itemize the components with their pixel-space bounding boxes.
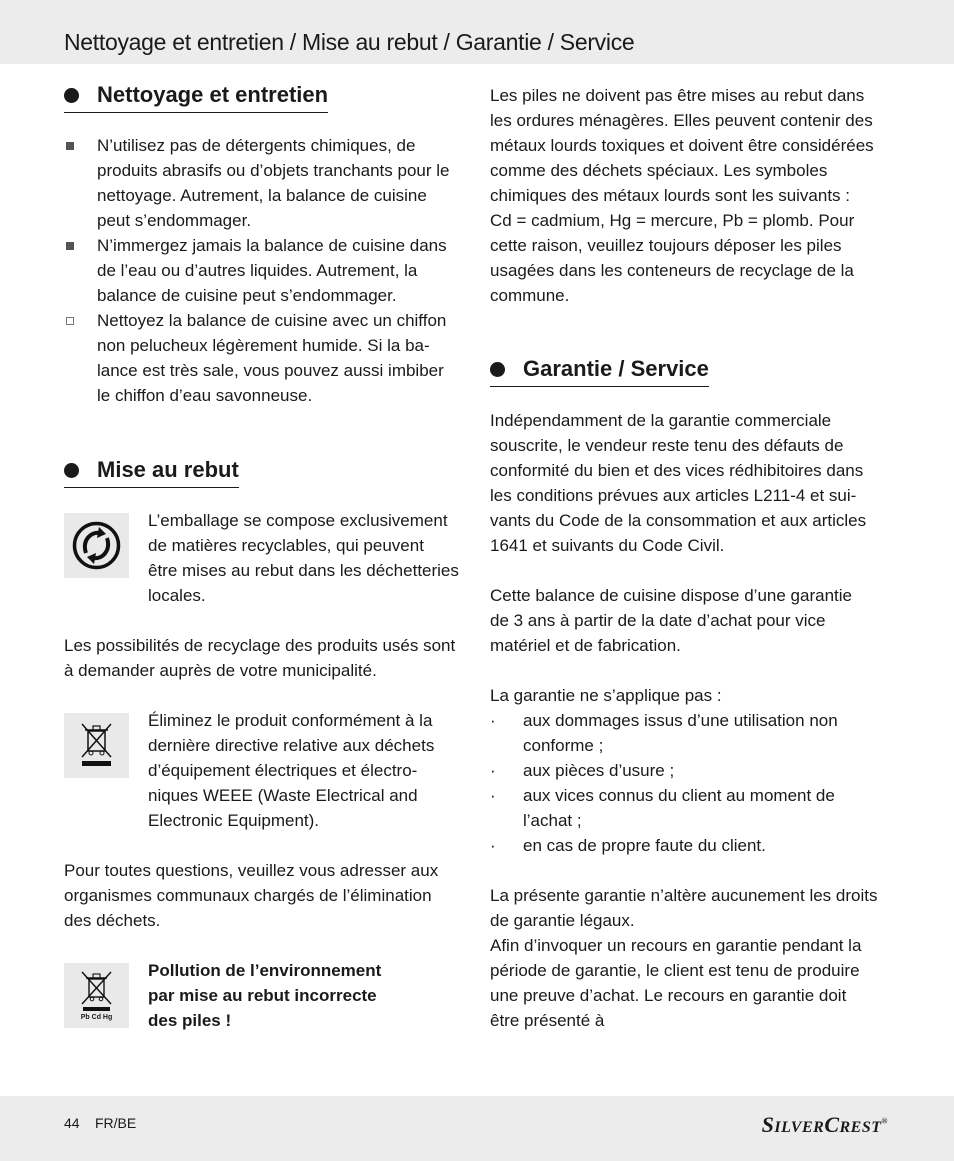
page-header [0,0,954,64]
page-title: Nettoyage et entretien / Mise au rebut / Garantie / Service [64,29,635,55]
bullet-dot-icon [64,88,79,103]
battery-icon-label: Pb Cd Hg [80,1014,113,1021]
batteries-text: Les piles ne doivent pas être mises au rebut dans les ordures ménagères. Elles peuvent contenir des métaux lourds toxiques et doivent être considérées comme des déchets spéciaux. Les symboles chimiques des métaux lourds sont les suivants : Cd = cadmium, Hg = mercure, Pb = plomb. Pour cette raison, veuillez toujours déposer les piles usagées dans les conteneurs de recyclage de la commune. [490,86,874,305]
bullet-dot-icon [490,362,505,377]
section-heading-nettoyage: Nettoyage et entretien [64,82,328,113]
warranty-paragraph: Indépendamment de la garantie commerciale souscrite, le vendeur reste tenu des défauts de conformité du bien et des vices rédhibitoires dans les conditions prévues aux articles L211-4 et sui- vants du Code de la consommation et aux articles 1641 et suivants du Code Civil. [490,411,867,555]
language-code: FR/BE [95,1115,137,1131]
dot-bullet-icon: · [490,836,496,855]
exclusions-intro: La garantie ne s’applique pas : [490,686,722,705]
checkbox-icon [66,317,74,325]
battery-disposal-icon [64,963,129,1028]
page-number: 44 [64,1115,80,1131]
section-heading-garantie: Garantie / Service [490,356,709,387]
battery-warning-text: Pollution de l’environnement par mise au rebut incorrecte des piles ! [148,961,382,1030]
page-footer [0,1096,954,1161]
list-item-text: N’immergez jamais la balance de cuisine dans de l’eau ou d’autres liquides. Autrement, la balance de cuisine peut s’endommager. [97,236,447,305]
weee-text: Éliminez le produit conformément à la dernière directive relative aux déchets d’équipement électriques et électro- niques WEEE (Waste Electrical and Electronic Equipment). [148,711,435,830]
dot-bullet-icon: · [490,761,496,780]
legal-rights-paragraph: La présente garantie n’altère aucunement les droits de garantie légaux. Afin d’invoquer un recours en garantie pendant la période de garantie, le client est tenu de produire une preuve d’achat. Le recours en garantie doit être présenté à [490,886,878,1030]
dot-bullet-icon: · [490,711,496,730]
warranty-duration-paragraph: Cette balance de cuisine dispose d’une garantie de 3 ans à partir de la date d’achat pour vice matériel et de fabrication. [490,586,852,655]
list-item-text: N’utilisez pas de détergents chimiques, de produits abrasifs ou d’objets tranchants pour le nettoyage. Autrement, la balance de cuisine peut s’endommager. [97,136,450,230]
recycling-symbol-icon [64,513,129,578]
list-item-text: Nettoyez la balance de cuisine avec un chiffon non pelucheux légèrement humide. Si la ba- lance est très sale, vous pouvez aussi imbiber le chiffon d’eau savonneuse. [97,311,447,405]
bullet-dot-icon [64,463,79,478]
section-heading-mise-au-rebut: Mise au rebut [64,457,239,488]
square-bullet-icon [66,242,74,250]
silvercrest-logo: SILVERCREST® [761,1112,888,1137]
square-bullet-icon [66,142,74,150]
recycling-text: Les possibilités de recyclage des produits usés sont à demander auprès de votre municipalité. [64,636,456,680]
dot-bullet-icon: · [490,786,496,805]
questions-text: Pour toutes questions, veuillez vous adresser aux organismes communaux chargés de l’élimination des déchets. [64,861,439,930]
packaging-text: L’emballage se compose exclusivement de matières recyclables, qui peuvent être mises au rebut dans les déchetteries locales. [148,511,459,605]
weee-crossed-bin-icon [64,713,129,778]
